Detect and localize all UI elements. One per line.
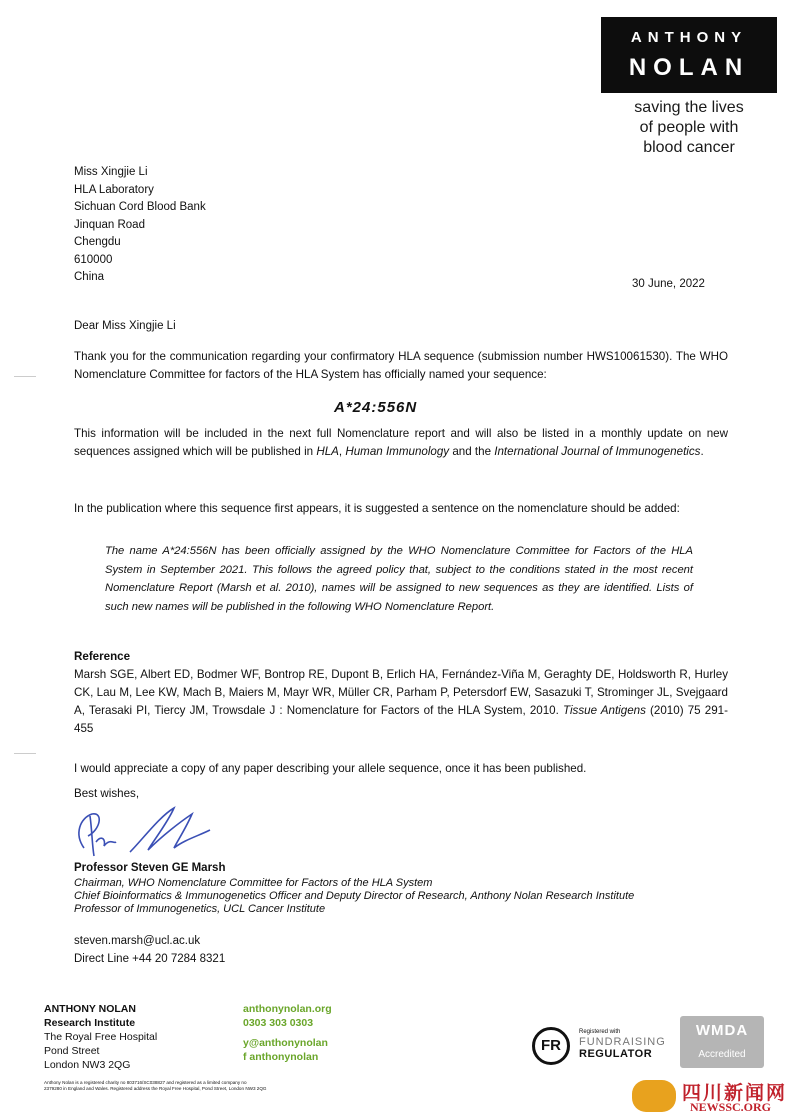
tagline-line: blood cancer	[643, 139, 735, 156]
footer-twitter-link[interactable]: y@anthonynolan	[243, 1037, 328, 1049]
margin-mark	[14, 753, 36, 754]
address-line: 610000	[74, 253, 113, 266]
phone-number: Direct Line +44 20 7284 8321	[74, 952, 226, 965]
tagline	[600, 98, 778, 158]
margin-mark	[14, 376, 36, 377]
closing-request: I would appreciate a copy of any paper describing your allele sequence, once it has been published.	[74, 762, 587, 775]
footer-contact	[243, 1002, 332, 1064]
footer-address-line: London NW3 2QG	[44, 1059, 131, 1071]
footer-phone: 0303 303 0303	[243, 1017, 314, 1029]
footer-org-name: ANTHONY NOLAN	[44, 1003, 136, 1015]
legal-line: Anthony Nolan is a registered charity no 803716/SC038827 and registered as a limited company no	[44, 1080, 247, 1085]
footer-legal	[44, 1080, 424, 1092]
fundraising-regulator-text	[579, 1028, 666, 1060]
allele-name: A*24:556N	[334, 399, 418, 416]
fundraising-regulator-badge: FR	[532, 1027, 570, 1065]
text: .	[700, 445, 704, 458]
address-line: Jinquan Road	[74, 218, 145, 231]
salutation: Dear Miss Xingjie Li	[74, 320, 176, 332]
footer-address-line: Pond Street	[44, 1045, 100, 1057]
watermark-flame-icon	[632, 1080, 676, 1112]
tagline-line: of people with	[639, 119, 739, 136]
footer-facebook-link[interactable]: f anthonynolan	[243, 1051, 319, 1063]
wmda-sub: Accredited	[698, 1049, 746, 1060]
address-line: Chengdu	[74, 236, 121, 248]
email-link[interactable]: steven.marsh@ucl.ac.uk	[74, 935, 201, 947]
signature	[70, 800, 230, 862]
wmda-accredited-badge	[680, 1016, 764, 1068]
logo-line1: ANTHONY	[630, 29, 748, 46]
paragraph-publication	[74, 425, 728, 461]
fr-line2: REGULATOR	[579, 1048, 653, 1060]
signer-title: Chief Bioinformatics & Immunogenetics Officer and Deputy Director of Research, Anthony Nolan Research Institute	[74, 890, 635, 902]
footer-org-sub: Research Institute	[44, 1017, 136, 1029]
signer-name: Professor Steven GE Marsh	[74, 862, 226, 874]
text: and the	[449, 445, 495, 458]
reference-heading: Reference	[74, 650, 131, 663]
fr-line1: FUNDRAISING	[579, 1036, 666, 1048]
tagline-line: saving the lives	[634, 99, 744, 116]
text: This information will be included in the next full Nomenclature report and will also be listed in a monthly update on new sequences assigned which will be published in	[74, 427, 728, 458]
closing-wishes: Best wishes,	[74, 787, 140, 800]
journal-hla: HLA	[316, 445, 339, 458]
signer-contact	[74, 933, 225, 968]
address-line: Sichuan Cord Blood Bank	[74, 201, 206, 213]
address-line: Miss Xingjie Li	[74, 166, 148, 178]
signer-title: Chairman, WHO Nomenclature Committee for Factors of the HLA System	[74, 877, 433, 889]
watermark-cn: 四川新闻网	[682, 1083, 788, 1104]
signer-title: Professor of Immunogenetics, UCL Cancer Institute	[74, 903, 326, 915]
journal-human-immunology: Human Immunology	[345, 445, 450, 458]
reference-journal: Tissue Antigens	[563, 704, 646, 717]
anthony-nolan-logo	[601, 17, 777, 93]
reference-text	[74, 666, 728, 738]
suggested-sentence: The name A*24:556N has been officially assigned by the WHO Nomenclature Committee for Factors of the HLA System in September 2021. This follows the agreed policy that, subject to the conditions stated in the most recent Nomenclature Report (Marsh et al. 2010), names will be assigned to new sequences as they are identified. Lists of such new names will be published in the following WHO Nomenclature Report.	[105, 545, 693, 613]
journal-ijig: International Journal of Immunogenetics	[494, 445, 701, 458]
reference-authors: Marsh SGE, Albert ED, Bodmer WF, Bontrop RE, Dupont B, Erlich HA, Fernández-Viña M, Geraghty DE, Holdsworth R, Hurley CK, Lau M, Lee KW, Mach B, Maiers M, Mayr WR, Müller CR, Parham P, Petersdorf EW, Sasazuki T, Strominger JL, Svejgaard A, Terasaki PI, Tiercy JM, Trowsdale J : Nomenclature for Factors of the HLA System, 2010.	[74, 668, 728, 717]
address-line: HLA Laboratory	[74, 183, 154, 196]
watermark-en: NEWSSC.ORG	[690, 1100, 772, 1114]
wmda-title: WMDA	[695, 1022, 749, 1039]
text: ,	[338, 445, 346, 458]
address-line: China	[74, 271, 105, 283]
footer-website-link[interactable]: anthonynolan.org	[243, 1003, 332, 1015]
footer-address-line: The Royal Free Hospital	[44, 1031, 158, 1043]
logo-line2: NOLAN	[628, 54, 750, 81]
fr-small: Registered with	[579, 1029, 621, 1035]
signer-titles	[74, 877, 634, 916]
paragraph-suggestion: In the publication where this sequence first appears, it is suggested a sentence on the nomenclature should be added:	[74, 502, 680, 515]
recipient-address	[74, 164, 206, 287]
legal-line: 2379280 in England and Wales. Registered address the Royal Free Hospital, Pond Street, London NW3 2QG	[44, 1086, 267, 1091]
paragraph-confirmation: Thank you for the communication regarding your confirmatory HLA sequence (submission number HWS10061530). The WHO Nomenclature Committee for factors of the HLA System has officially named your sequence:	[74, 350, 728, 381]
letter-date: 30 June, 2022	[632, 278, 705, 290]
newssc-watermark	[632, 1078, 792, 1116]
reference-volume: (2010) 75 291-455	[74, 704, 728, 735]
footer-org	[44, 1002, 157, 1072]
